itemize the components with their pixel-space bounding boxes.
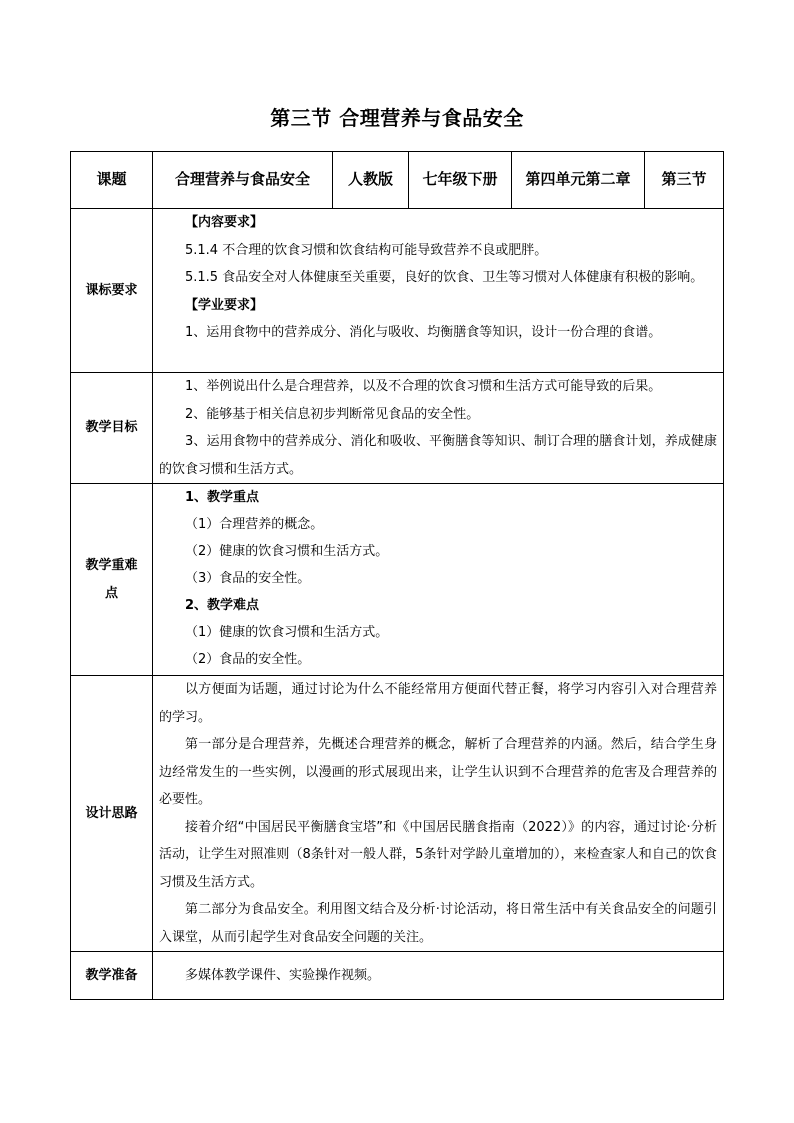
keypoints-content	[153, 484, 724, 676]
unit-value: 第四单元第二章	[512, 152, 645, 209]
objectives-label: 教学目标	[71, 373, 153, 484]
objectives-row	[71, 373, 724, 484]
page-title: 第三节 合理营养与食品安全	[270, 106, 524, 130]
lesson-plan-table	[70, 151, 724, 1000]
key-point-item: （1）合理营养的概念。	[185, 517, 324, 532]
objective-item: 1、举例说出什么是合理营养，以及不合理的饮食习惯和生活方式可能导致的后果。	[185, 379, 662, 394]
standard-item: 1、运用食物中的营养成分、消化与吸收、均衡膳食等知识，设计一份合理的食谱。	[185, 325, 662, 340]
keypoints-label	[71, 484, 153, 676]
keypoints-row	[71, 484, 724, 676]
design-paragraph: 以方便面为话题，通过讨论为什么不能经常用方便面代替正餐，将学习内容引入对合理营养的学习。	[159, 682, 717, 725]
key-point-item: （3）食品的安全性。	[185, 571, 311, 586]
topic-value: 合理营养与食品安全	[153, 152, 333, 209]
difficult-point-item: （2）食品的安全性。	[185, 652, 311, 667]
design-paragraph: 第一部分是合理营养，先概述合理营养的概念，解析了合理营养的内涵。然后，结合学生身边经常发生的一些实例，以漫画的形式展现出来，让学生认识到不合理营养的危害及合理营养的必要性。	[159, 737, 717, 807]
grade-value: 七年级下册	[409, 152, 512, 209]
content-requirement-heading: 【内容要求】	[185, 215, 264, 230]
difficult-points-heading: 2、教学难点	[185, 598, 260, 613]
preparation-label: 教学准备	[71, 952, 153, 1000]
publisher-value: 人教版	[333, 152, 409, 209]
design-row	[71, 676, 724, 952]
design-content	[153, 676, 724, 952]
objective-item: 2、能够基于相关信息初步判断常见食品的安全性。	[185, 406, 480, 422]
difficult-point-item: （1）健康的饮食习惯和生活方式。	[185, 625, 389, 640]
design-paragraph: 第二部分为食品安全。利用图文结合及分析·讨论活动，将日常生活中有关食品安全的问题引入课堂，从而引起学生对食品安全问题的关注。	[159, 902, 717, 945]
design-paragraph: 接着介绍“中国居民平衡膳食宝塔”和《中国居民膳食指南（2022）》的内容，通过讨论·分析活动，让学生对照准则（8条针对一般人群，5条针对学龄儿童增加的），来检查家人和自己的饮食习惯及生活方式。	[159, 819, 717, 890]
standard-item: 5.1.4 不合理的饮食习惯和饮食结构可能导致营养不良或肥胖。	[185, 242, 548, 258]
preparation-content	[153, 952, 724, 1000]
standard-item: 5.1.5 食品安全对人体健康至关重要，良好的饮食、卫生等习惯对人体健康有积极的影响。	[185, 270, 704, 285]
academic-requirement-heading: 【学业要求】	[185, 297, 264, 313]
keypoints-label-line2: 点	[104, 585, 118, 601]
preparation-row	[71, 952, 724, 1000]
topic-label: 课题	[71, 152, 153, 209]
key-points-heading: 1、教学重点	[185, 490, 260, 505]
standards-content	[153, 209, 724, 373]
objectives-content	[153, 373, 724, 484]
preparation-text: 多媒体教学课件、实验操作视频。	[185, 967, 381, 983]
header-row	[71, 152, 724, 209]
key-point-item: （2）健康的饮食习惯和生活方式。	[185, 544, 389, 559]
section-value: 第三节	[645, 152, 724, 209]
standards-row	[71, 209, 724, 373]
standards-label: 课标要求	[71, 209, 153, 373]
design-label: 设计思路	[71, 676, 153, 952]
keypoints-label-line1: 教学重难	[85, 558, 138, 573]
objective-item: 3、运用食物中的营养成分、消化和吸收、平衡膳食等知识、制订合理的膳食计划，养成健康的饮食习惯和生活方式。	[159, 434, 717, 477]
